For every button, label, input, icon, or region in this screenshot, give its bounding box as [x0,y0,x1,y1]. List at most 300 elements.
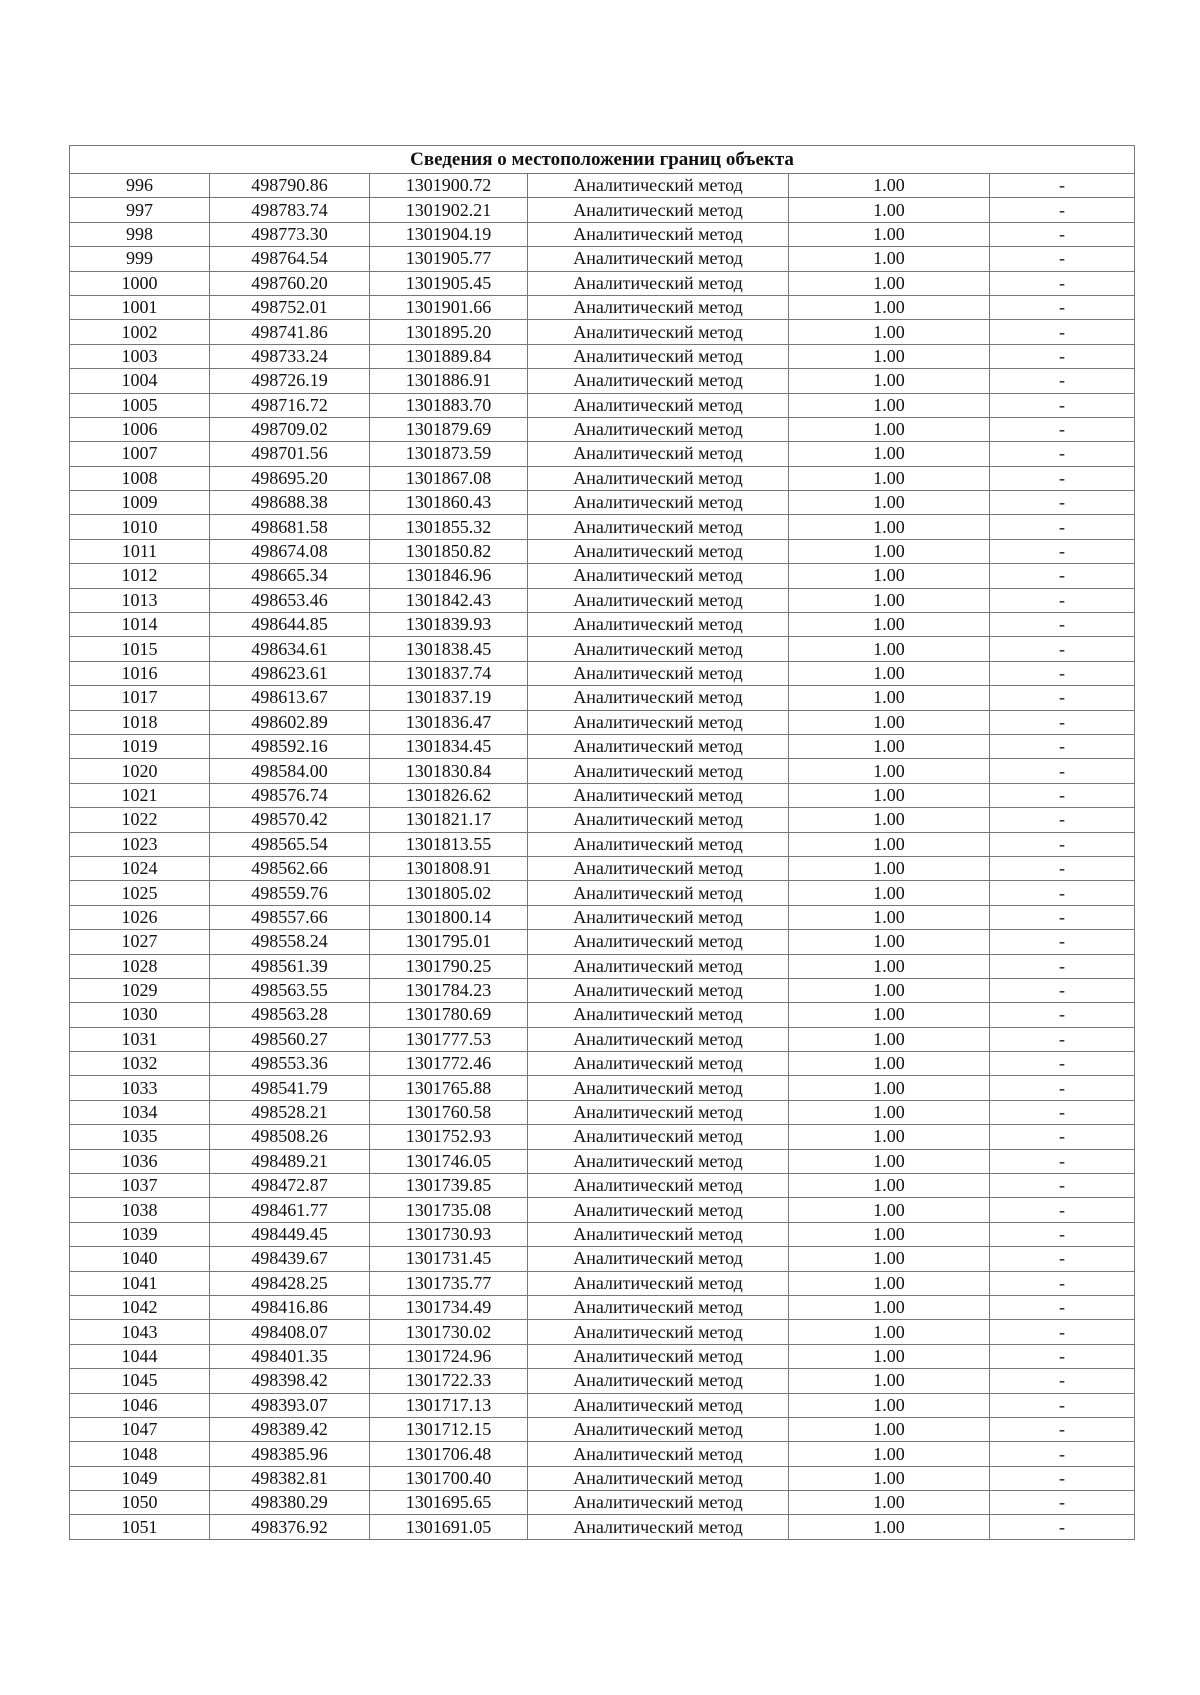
accuracy-cell: 1.00 [789,1198,990,1222]
method-cell: Аналитический метод [528,1295,789,1319]
description-cell: - [990,808,1135,832]
document-page [69,145,1134,1540]
y-coordinate-cell: 1301731.45 [370,1247,528,1271]
description-cell: - [990,1003,1135,1027]
point-number-cell: 1001 [70,295,210,319]
point-number-cell: 998 [70,222,210,246]
method-cell: Аналитический метод [528,978,789,1002]
point-number-cell: 1024 [70,856,210,880]
method-cell: Аналитический метод [528,832,789,856]
method-cell: Аналитический метод [528,564,789,588]
table-row [70,905,1135,929]
description-cell: - [990,539,1135,563]
accuracy-cell: 1.00 [789,1247,990,1271]
table-row [70,174,1135,198]
y-coordinate-cell: 1301836.47 [370,710,528,734]
table-row [70,564,1135,588]
y-coordinate-cell: 1301735.77 [370,1271,528,1295]
y-coordinate-cell: 1301717.13 [370,1393,528,1417]
method-cell: Аналитический метод [528,1466,789,1490]
point-number-cell: 1029 [70,978,210,1002]
method-cell: Аналитический метод [528,1320,789,1344]
y-coordinate-cell: 1301867.08 [370,466,528,490]
accuracy-cell: 1.00 [789,710,990,734]
table-row [70,320,1135,344]
point-number-cell: 1011 [70,539,210,563]
accuracy-cell: 1.00 [789,198,990,222]
table-row [70,808,1135,832]
x-coordinate-cell: 498449.45 [210,1222,370,1246]
accuracy-cell: 1.00 [789,832,990,856]
accuracy-cell: 1.00 [789,564,990,588]
description-cell: - [990,832,1135,856]
accuracy-cell: 1.00 [789,1320,990,1344]
point-number-cell: 1051 [70,1515,210,1539]
point-number-cell: 997 [70,198,210,222]
description-cell: - [990,759,1135,783]
table-row [70,832,1135,856]
y-coordinate-cell: 1301855.32 [370,515,528,539]
description-cell: - [990,198,1135,222]
method-cell: Аналитический метод [528,1491,789,1515]
accuracy-cell: 1.00 [789,442,990,466]
accuracy-cell: 1.00 [789,320,990,344]
point-number-cell: 1021 [70,783,210,807]
point-number-cell: 1022 [70,808,210,832]
x-coordinate-cell: 498408.07 [210,1320,370,1344]
description-cell: - [990,1515,1135,1539]
y-coordinate-cell: 1301905.45 [370,271,528,295]
description-cell: - [990,491,1135,515]
table-row [70,539,1135,563]
table-row [70,1100,1135,1124]
table-row [70,759,1135,783]
description-cell: - [990,1466,1135,1490]
point-number-cell: 1002 [70,320,210,344]
x-coordinate-cell: 498461.77 [210,1198,370,1222]
point-number-cell: 1039 [70,1222,210,1246]
description-cell: - [990,1417,1135,1441]
x-coordinate-cell: 498561.39 [210,954,370,978]
description-cell: - [990,174,1135,198]
x-coordinate-cell: 498489.21 [210,1149,370,1173]
accuracy-cell: 1.00 [789,1393,990,1417]
method-cell: Аналитический метод [528,1369,789,1393]
description-cell: - [990,1222,1135,1246]
method-cell: Аналитический метод [528,1515,789,1539]
y-coordinate-cell: 1301730.02 [370,1320,528,1344]
accuracy-cell: 1.00 [789,247,990,271]
description-cell: - [990,1076,1135,1100]
table-row [70,637,1135,661]
point-number-cell: 1038 [70,1198,210,1222]
x-coordinate-cell: 498565.54 [210,832,370,856]
method-cell: Аналитический метод [528,710,789,734]
table-row [70,1271,1135,1295]
table-row [70,1149,1135,1173]
y-coordinate-cell: 1301850.82 [370,539,528,563]
point-number-cell: 1007 [70,442,210,466]
y-coordinate-cell: 1301902.21 [370,198,528,222]
accuracy-cell: 1.00 [789,393,990,417]
accuracy-cell: 1.00 [789,905,990,929]
x-coordinate-cell: 498380.29 [210,1491,370,1515]
accuracy-cell: 1.00 [789,613,990,637]
x-coordinate-cell: 498644.85 [210,613,370,637]
point-number-cell: 1028 [70,954,210,978]
description-cell: - [990,1320,1135,1344]
table-row [70,1198,1135,1222]
table-row [70,417,1135,441]
y-coordinate-cell: 1301772.46 [370,1052,528,1076]
method-cell: Аналитический метод [528,466,789,490]
y-coordinate-cell: 1301760.58 [370,1100,528,1124]
table-row [70,1515,1135,1539]
accuracy-cell: 1.00 [789,856,990,880]
x-coordinate-cell: 498741.86 [210,320,370,344]
accuracy-cell: 1.00 [789,1271,990,1295]
y-coordinate-cell: 1301700.40 [370,1466,528,1490]
method-cell: Аналитический метод [528,442,789,466]
y-coordinate-cell: 1301838.45 [370,637,528,661]
point-number-cell: 1036 [70,1149,210,1173]
method-cell: Аналитический метод [528,1393,789,1417]
y-coordinate-cell: 1301905.77 [370,247,528,271]
x-coordinate-cell: 498428.25 [210,1271,370,1295]
method-cell: Аналитический метод [528,1417,789,1441]
y-coordinate-cell: 1301800.14 [370,905,528,929]
description-cell: - [990,417,1135,441]
x-coordinate-cell: 498783.74 [210,198,370,222]
y-coordinate-cell: 1301808.91 [370,856,528,880]
accuracy-cell: 1.00 [789,222,990,246]
y-coordinate-cell: 1301901.66 [370,295,528,319]
point-number-cell: 1005 [70,393,210,417]
description-cell: - [990,393,1135,417]
point-number-cell: 1010 [70,515,210,539]
method-cell: Аналитический метод [528,1271,789,1295]
table-title: Сведения о местоположении границ объекта [70,146,1135,174]
x-coordinate-cell: 498541.79 [210,1076,370,1100]
method-cell: Аналитический метод [528,905,789,929]
accuracy-cell: 1.00 [789,539,990,563]
y-coordinate-cell: 1301839.93 [370,613,528,637]
y-coordinate-cell: 1301826.62 [370,783,528,807]
accuracy-cell: 1.00 [789,686,990,710]
table-row [70,881,1135,905]
method-cell: Аналитический метод [528,930,789,954]
table-row [70,1442,1135,1466]
method-cell: Аналитический метод [528,1442,789,1466]
point-number-cell: 1000 [70,271,210,295]
accuracy-cell: 1.00 [789,417,990,441]
point-number-cell: 1047 [70,1417,210,1441]
accuracy-cell: 1.00 [789,515,990,539]
y-coordinate-cell: 1301739.85 [370,1174,528,1198]
x-coordinate-cell: 498653.46 [210,588,370,612]
description-cell: - [990,930,1135,954]
table-row [70,856,1135,880]
table-row [70,271,1135,295]
method-cell: Аналитический метод [528,734,789,758]
x-coordinate-cell: 498389.42 [210,1417,370,1441]
description-cell: - [990,1125,1135,1149]
y-coordinate-cell: 1301813.55 [370,832,528,856]
accuracy-cell: 1.00 [789,930,990,954]
x-coordinate-cell: 498376.92 [210,1515,370,1539]
description-cell: - [990,1052,1135,1076]
y-coordinate-cell: 1301784.23 [370,978,528,1002]
description-cell: - [990,344,1135,368]
y-coordinate-cell: 1301780.69 [370,1003,528,1027]
table-row [70,393,1135,417]
y-coordinate-cell: 1301837.74 [370,661,528,685]
accuracy-cell: 1.00 [789,588,990,612]
point-number-cell: 1031 [70,1027,210,1051]
x-coordinate-cell: 498563.55 [210,978,370,1002]
point-number-cell: 1032 [70,1052,210,1076]
accuracy-cell: 1.00 [789,174,990,198]
method-cell: Аналитический метод [528,369,789,393]
description-cell: - [990,369,1135,393]
point-number-cell: 1048 [70,1442,210,1466]
method-cell: Аналитический метод [528,1003,789,1027]
table-row [70,686,1135,710]
table-row [70,491,1135,515]
y-coordinate-cell: 1301889.84 [370,344,528,368]
method-cell: Аналитический метод [528,1076,789,1100]
accuracy-cell: 1.00 [789,881,990,905]
table-row [70,1027,1135,1051]
x-coordinate-cell: 498560.27 [210,1027,370,1051]
point-number-cell: 1009 [70,491,210,515]
accuracy-cell: 1.00 [789,1052,990,1076]
method-cell: Аналитический метод [528,1027,789,1051]
method-cell: Аналитический метод [528,783,789,807]
method-cell: Аналитический метод [528,686,789,710]
x-coordinate-cell: 498398.42 [210,1369,370,1393]
description-cell: - [990,710,1135,734]
accuracy-cell: 1.00 [789,734,990,758]
y-coordinate-cell: 1301735.08 [370,1198,528,1222]
method-cell: Аналитический метод [528,295,789,319]
description-cell: - [990,271,1135,295]
accuracy-cell: 1.00 [789,1100,990,1124]
accuracy-cell: 1.00 [789,808,990,832]
accuracy-cell: 1.00 [789,637,990,661]
description-cell: - [990,1174,1135,1198]
point-number-cell: 1030 [70,1003,210,1027]
description-cell: - [990,1344,1135,1368]
method-cell: Аналитический метод [528,344,789,368]
accuracy-cell: 1.00 [789,954,990,978]
method-cell: Аналитический метод [528,320,789,344]
table-row [70,1417,1135,1441]
accuracy-cell: 1.00 [789,1076,990,1100]
boundary-coordinates-table [69,145,1135,1540]
point-number-cell: 1045 [70,1369,210,1393]
table-row [70,1466,1135,1490]
table-row [70,295,1135,319]
accuracy-cell: 1.00 [789,1344,990,1368]
y-coordinate-cell: 1301795.01 [370,930,528,954]
description-cell: - [990,954,1135,978]
y-coordinate-cell: 1301834.45 [370,734,528,758]
method-cell: Аналитический метод [528,174,789,198]
y-coordinate-cell: 1301790.25 [370,954,528,978]
point-number-cell: 1034 [70,1100,210,1124]
description-cell: - [990,222,1135,246]
method-cell: Аналитический метод [528,1344,789,1368]
x-coordinate-cell: 498674.08 [210,539,370,563]
x-coordinate-cell: 498557.66 [210,905,370,929]
table-row [70,954,1135,978]
method-cell: Аналитический метод [528,491,789,515]
x-coordinate-cell: 498773.30 [210,222,370,246]
method-cell: Аналитический метод [528,1247,789,1271]
accuracy-cell: 1.00 [789,1125,990,1149]
method-cell: Аналитический метод [528,1174,789,1198]
table-row [70,466,1135,490]
method-cell: Аналитический метод [528,759,789,783]
table-row [70,1247,1135,1271]
y-coordinate-cell: 1301805.02 [370,881,528,905]
description-cell: - [990,613,1135,637]
description-cell: - [990,1149,1135,1173]
x-coordinate-cell: 498576.74 [210,783,370,807]
table-row [70,1174,1135,1198]
point-number-cell: 1013 [70,588,210,612]
table-row [70,710,1135,734]
description-cell: - [990,442,1135,466]
point-number-cell: 1043 [70,1320,210,1344]
point-number-cell: 1018 [70,710,210,734]
table-row [70,1393,1135,1417]
accuracy-cell: 1.00 [789,978,990,1002]
y-coordinate-cell: 1301752.93 [370,1125,528,1149]
y-coordinate-cell: 1301904.19 [370,222,528,246]
description-cell: - [990,320,1135,344]
method-cell: Аналитический метод [528,881,789,905]
point-number-cell: 1046 [70,1393,210,1417]
point-number-cell: 1019 [70,734,210,758]
x-coordinate-cell: 498752.01 [210,295,370,319]
x-coordinate-cell: 498553.36 [210,1052,370,1076]
method-cell: Аналитический метод [528,613,789,637]
method-cell: Аналитический метод [528,271,789,295]
x-coordinate-cell: 498695.20 [210,466,370,490]
accuracy-cell: 1.00 [789,1466,990,1490]
accuracy-cell: 1.00 [789,1369,990,1393]
description-cell: - [990,1271,1135,1295]
accuracy-cell: 1.00 [789,661,990,685]
accuracy-cell: 1.00 [789,1027,990,1051]
x-coordinate-cell: 498558.24 [210,930,370,954]
description-cell: - [990,466,1135,490]
description-cell: - [990,637,1135,661]
accuracy-cell: 1.00 [789,783,990,807]
y-coordinate-cell: 1301722.33 [370,1369,528,1393]
point-number-cell: 1017 [70,686,210,710]
table-row [70,978,1135,1002]
x-coordinate-cell: 498733.24 [210,344,370,368]
y-coordinate-cell: 1301777.53 [370,1027,528,1051]
y-coordinate-cell: 1301900.72 [370,174,528,198]
x-coordinate-cell: 498559.76 [210,881,370,905]
table-row [70,588,1135,612]
method-cell: Аналитический метод [528,515,789,539]
method-cell: Аналитический метод [528,661,789,685]
description-cell: - [990,1027,1135,1051]
accuracy-cell: 1.00 [789,369,990,393]
description-cell: - [990,247,1135,271]
x-coordinate-cell: 498688.38 [210,491,370,515]
description-cell: - [990,1198,1135,1222]
accuracy-cell: 1.00 [789,1174,990,1198]
x-coordinate-cell: 498439.67 [210,1247,370,1271]
description-cell: - [990,905,1135,929]
x-coordinate-cell: 498709.02 [210,417,370,441]
method-cell: Аналитический метод [528,954,789,978]
table-row [70,442,1135,466]
point-number-cell: 1033 [70,1076,210,1100]
table-row [70,198,1135,222]
point-number-cell: 996 [70,174,210,198]
y-coordinate-cell: 1301883.70 [370,393,528,417]
description-cell: - [990,783,1135,807]
x-coordinate-cell: 498472.87 [210,1174,370,1198]
accuracy-cell: 1.00 [789,271,990,295]
table-row [70,661,1135,685]
method-cell: Аналитический метод [528,1198,789,1222]
table-row [70,1003,1135,1027]
y-coordinate-cell: 1301695.65 [370,1491,528,1515]
accuracy-cell: 1.00 [789,1442,990,1466]
point-number-cell: 1026 [70,905,210,929]
x-coordinate-cell: 498508.26 [210,1125,370,1149]
x-coordinate-cell: 498681.58 [210,515,370,539]
point-number-cell: 1044 [70,1344,210,1368]
method-cell: Аналитический метод [528,539,789,563]
description-cell: - [990,515,1135,539]
x-coordinate-cell: 498764.54 [210,247,370,271]
method-cell: Аналитический метод [528,198,789,222]
x-coordinate-cell: 498602.89 [210,710,370,734]
x-coordinate-cell: 498760.20 [210,271,370,295]
x-coordinate-cell: 498665.34 [210,564,370,588]
method-cell: Аналитический метод [528,637,789,661]
table-row [70,734,1135,758]
description-cell: - [990,1247,1135,1271]
description-cell: - [990,686,1135,710]
x-coordinate-cell: 498416.86 [210,1295,370,1319]
y-coordinate-cell: 1301730.93 [370,1222,528,1246]
point-number-cell: 1004 [70,369,210,393]
y-coordinate-cell: 1301860.43 [370,491,528,515]
point-number-cell: 999 [70,247,210,271]
description-cell: - [990,1100,1135,1124]
point-number-cell: 1050 [70,1491,210,1515]
accuracy-cell: 1.00 [789,344,990,368]
x-coordinate-cell: 498701.56 [210,442,370,466]
y-coordinate-cell: 1301846.96 [370,564,528,588]
point-number-cell: 1023 [70,832,210,856]
description-cell: - [990,1491,1135,1515]
description-cell: - [990,1369,1135,1393]
description-cell: - [990,856,1135,880]
x-coordinate-cell: 498790.86 [210,174,370,198]
x-coordinate-cell: 498528.21 [210,1100,370,1124]
